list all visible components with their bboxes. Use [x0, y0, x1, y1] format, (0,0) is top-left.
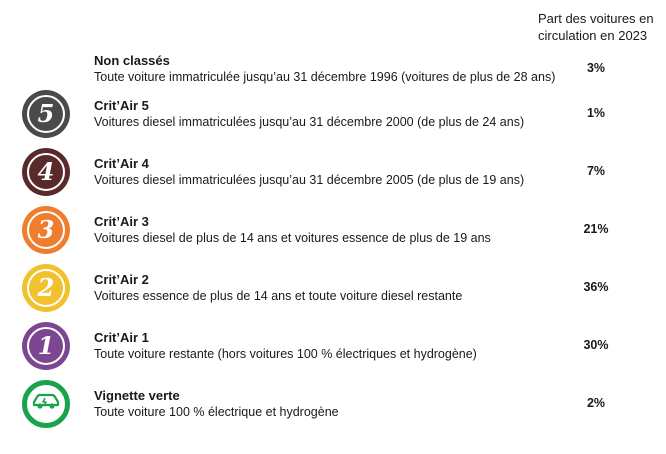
- category-title: Crit’Air 2: [94, 272, 149, 287]
- badge-number: 5: [37, 99, 55, 128]
- badge-number: 4: [37, 157, 55, 186]
- category-description: Toute voiture 100 % électrique et hydrogène: [94, 405, 339, 419]
- category-row-critair-3: [0, 206, 666, 258]
- category-title: Non classés: [94, 53, 170, 68]
- category-percent: 2%: [586, 396, 606, 410]
- category-title: Vignette verte: [94, 388, 180, 403]
- category-description: Voitures diesel immatriculées jusqu’au 31 décembre 2005 (de plus de 19 ans): [94, 173, 525, 187]
- category-title: Crit’Air 3: [94, 214, 149, 229]
- category-percent: 21%: [583, 222, 609, 236]
- category-description: Voitures essence de plus de 14 ans et toute voiture diesel restante: [94, 289, 463, 303]
- category-percent: 3%: [586, 61, 606, 75]
- critair-3-badge: [22, 206, 70, 254]
- badge-number: 1: [37, 331, 55, 360]
- category-description: Voitures diesel de plus de 14 ans et voitures essence de plus de 19 ans: [94, 231, 491, 245]
- category-description: Toute voiture restante (hors voitures 100 % électriques et hydrogène): [94, 347, 477, 361]
- category-title: Crit’Air 1: [94, 330, 149, 345]
- critair-1-badge: [22, 322, 70, 370]
- category-percent: 1%: [586, 106, 606, 120]
- category-description: Voitures diesel immatriculées jusqu’au 31 décembre 2000 (de plus de 24 ans): [94, 115, 525, 129]
- badge-number: 3: [37, 215, 55, 244]
- category-title: Crit’Air 4: [94, 156, 149, 171]
- share-column-header: [538, 10, 660, 44]
- share-header-line2: circulation en 2023: [538, 28, 648, 43]
- category-description: Toute voiture immatriculée jusqu’au 31 décembre 1996 (voitures de plus de 28 ans): [94, 70, 556, 84]
- category-row-critair-5: [0, 90, 666, 142]
- car-icon: [31, 392, 61, 417]
- category-percent: 36%: [583, 280, 609, 294]
- category-row-critair-4: [0, 148, 666, 200]
- category-row-critair-2: [0, 264, 666, 316]
- vignette-verte-badge: [22, 380, 70, 428]
- share-header-line1: Part des voitures en: [538, 11, 654, 26]
- critair-4-badge: [22, 148, 70, 196]
- critair-2-badge: [22, 264, 70, 312]
- category-title: Crit’Air 5: [94, 98, 149, 113]
- badge-number: 2: [37, 273, 55, 302]
- category-row-critair-1: [0, 322, 666, 374]
- category-percent: 30%: [583, 338, 609, 352]
- category-row-vignette-verte: [0, 380, 666, 432]
- category-percent: 7%: [586, 164, 606, 178]
- critair-5-badge: [22, 90, 70, 138]
